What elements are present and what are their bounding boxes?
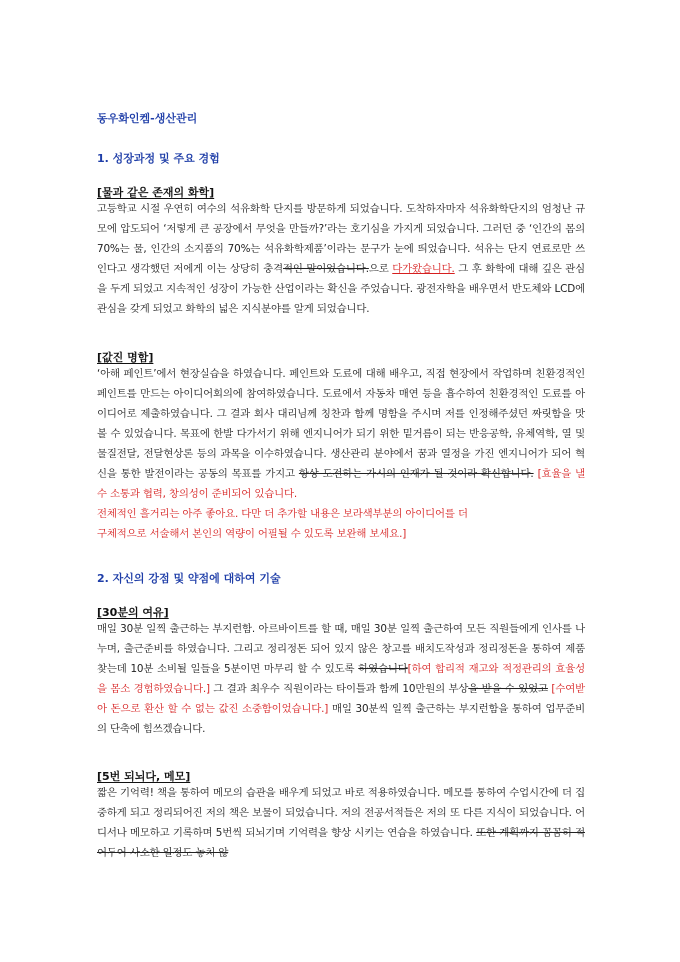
struck-text: 을 받을 수 있었고 — [468, 683, 548, 695]
paragraph-text: ‘아해 페인트’에서 현장실습을 하였습니다. 페인트와 도료에 대해 배우고, 직접 현장에서 작업하며 친환경적인 페인트를 만드는 아이디어회의에 참여하였습니다. 도료에서 자동차 매연 등을 흡수하여 친환경적인 도료를 아이디어로 제출하였습니다. 그 결과 회사 대리님께 칭찬과 함께 명함을 주시며 저를 인정해주셨던 짜릿함을 맛 볼 수 있었습니다. 목표에 한발 다가서기 위해 엔지니어가 되기 위한 밑거름이 되는 반응공학, 유체역학, 열 및 물질전달, 전달현상론 등의 과목을 이수하였습니다. 생산관리 분야에서 꿈과 열정을 가진 엔지니어가 되어 혁신을 통한 발전이라는 공동의 목표를 가지고 — [97, 368, 585, 480]
subheading-chemistry: [물과 같은 존재의 화학] — [97, 186, 215, 199]
correction-text: 다가왔습니다. — [392, 263, 455, 275]
feedback-text: 전체적인 흘거리는 아주 좋아요. 다만 더 추가할 내용은 보라색부분의 아이디어를 더 — [97, 508, 468, 520]
paragraph-text: 그 결과 최우수 직원이라는 타이틀과 함께 10만원의 부상 — [209, 683, 469, 695]
paragraph-text: 매일 30분씩 일찍 출근하는 부지런함을 통하여 업무준비의 단축에 힘쓰겠습니다. — [97, 703, 586, 735]
subheading-30-minutes: [30분의 여유] — [97, 606, 169, 619]
paragraph-text: 매일 30분 일찍 출근하는 부지런함. 아르바이트를 할 때, 매일 30분 일찍 출근하여 모든 직원들에게 인사를 나누며, 출근준비를 하였습니다. 그리고 정리정돈 되어 있지 않은 창고를 배치도작성과 정리정돈을 통하여 제품 찾는데 10분 소비될 일들을 5분이면 마무리 할 수 있도록 — [97, 623, 585, 675]
subheading-business-card: [값진 명함] — [97, 351, 154, 364]
paragraph-chemistry — [97, 199, 585, 319]
correction-text: [효율을 낼 수 소통과 협력, 창의성이 준비되어 있습니다. — [97, 468, 586, 500]
paragraph-memo — [97, 783, 585, 863]
struck-text: 또한 계획까지 꼼꼼히 적어두어 사소한 일정도 놓치 않 — [97, 827, 585, 859]
section-heading-1: 1. 성장과정 및 주요 경험 — [97, 152, 220, 165]
struck-text: 항상 도전하는 가시의 인재가 될 것이라 확신합니다. — [298, 468, 534, 480]
subheading-memo: [5번 되뇌다, 메모] — [97, 770, 191, 783]
paragraph-text: 그 후 화학에 대해 깊은 관심을 두게 되었고 지속적인 성장이 가능한 산업이라는 확신을 주었습니다. 광전자학을 배우면서 반도체와 LCD에 관심을 갖게 되었고 화학의 넓은 지식분야를 알게 되었습니다. — [97, 263, 585, 315]
struck-text: 적인 말이었습니다. — [283, 263, 369, 275]
feedback-text: 구체적으로 서술해서 본인의 역량이 어필될 수 있도록 보완해 보세요.] — [97, 528, 407, 540]
document-title: 동우화인켐-생산관리 — [97, 112, 198, 125]
paragraph-text: 으로 — [368, 263, 393, 275]
section-heading-2: 2. 자신의 강점 및 약점에 대하여 기술 — [97, 572, 281, 585]
paragraph-text: 고등학교 시절 우연히 여수의 석유화학 단지를 방문하게 되었습니다. 도착하자마자 석유화학단지의 엄청난 규모에 압도되어 ‘저렇게 큰 공장에서 무엇을 만들까?’라는 호기심을 가지게 되었습니다. 그러던 중 ‘인간의 몸의 70%는 물, 인간의 소지품의 70%는 석유화학제품’이라는 문구가 눈에 띄었습니다. 석유는 단지 연료로만 쓰인다고 생각했던 저에게 이는 상당히 충격 — [97, 203, 585, 275]
struck-text: 하였습니다 — [358, 663, 408, 675]
correction-text: [하여 합리적 재고와 적정관리의 효율성을 몸소 경험하였습니다.] — [97, 663, 585, 695]
paragraph-30-minutes — [97, 619, 585, 739]
paragraph-text: 짧은 기억력! 책을 통하여 메모의 습관을 배우게 되었고 바로 적용하였습니다. 메모를 통하여 수업시간에 더 집중하게 되고 정리되어진 저의 책은 보물이 되었습니다. 저의 전공서적들은 저의 또 다른 지식이 되었습니다. 어디서나 메모하고 기록하며 5번씩 되뇌기며 기억력을 향상 시키는 연습을 하였습니다. — [97, 787, 585, 839]
correction-text: [수여받아 돈으로 환산 할 수 없는 값진 소중함이었습니다.] — [97, 683, 585, 715]
paragraph-business-card — [97, 364, 585, 544]
